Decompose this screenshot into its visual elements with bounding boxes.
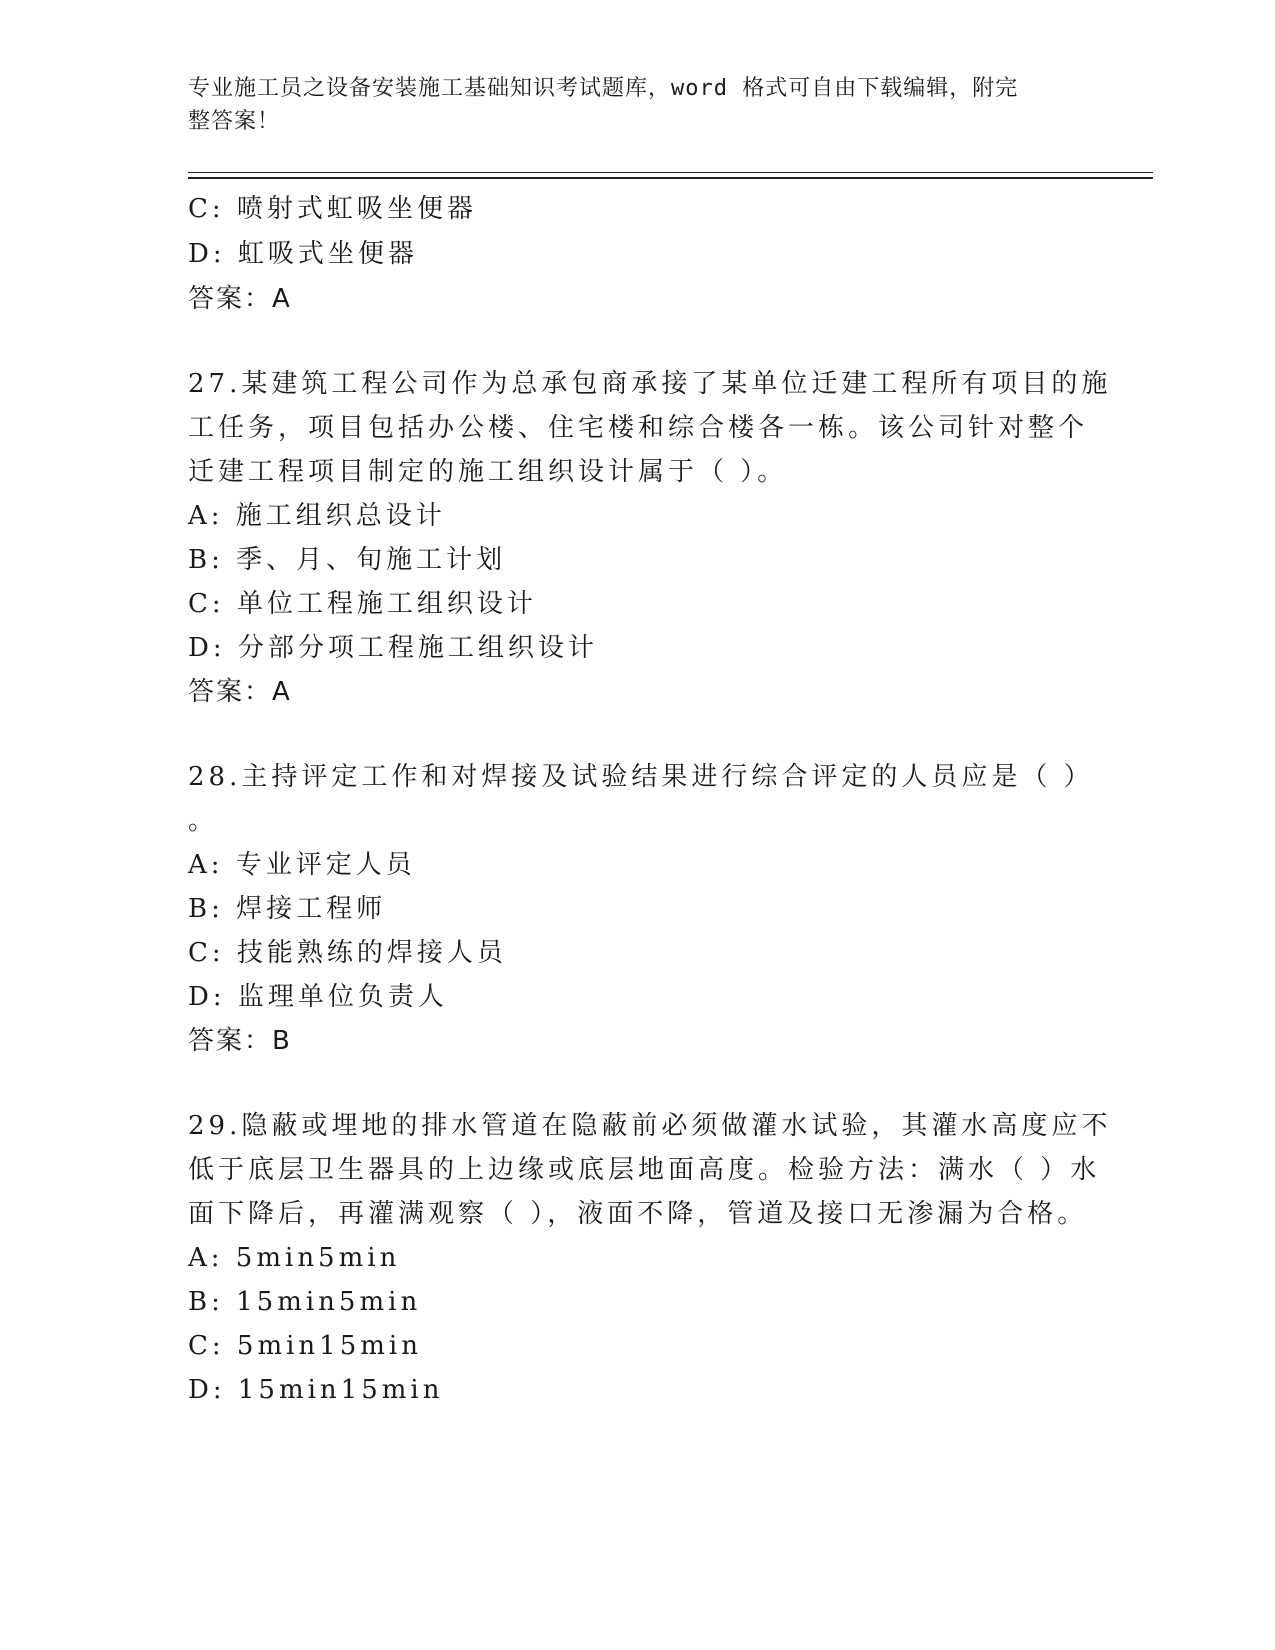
- document-header: [188, 72, 1068, 138]
- q28-option-a: A: 专业评定人员: [188, 850, 416, 880]
- q27-stem-line-3: 迁建工程项目制定的施工组织设计属于（ ）。: [188, 457, 788, 487]
- header-rule-thin: [188, 172, 1153, 173]
- q29-option-a: A: 5min5min: [188, 1243, 401, 1273]
- q26-answer: 答案：A: [188, 284, 292, 314]
- header-rule-thick: [188, 177, 1153, 179]
- q27-option-a: A: 施工组织总设计: [188, 501, 446, 531]
- q28-stem-line-2: 。: [188, 806, 219, 836]
- q29-stem-line-2: 低于底层卫生器具的上边缘或底层地面高度。检验方法：满水（ ）水: [188, 1155, 1101, 1185]
- q27-stem-line-1: 27.某建筑工程公司作为总承包商承接了某单位迁建工程所有项目的施: [188, 369, 1112, 399]
- q29-option-c: C: 5min15min: [188, 1331, 422, 1361]
- q27-option-d: D: 分部分项工程施工组织设计: [188, 633, 598, 663]
- q29-option-b: B: 15min5min: [188, 1287, 422, 1317]
- header-line-2: 整答案！: [188, 109, 281, 134]
- q28-option-b: B: 焊接工程师: [188, 894, 387, 924]
- q29-stem-line-1: 29.隐蔽或埋地的排水管道在隐蔽前必须做灌水试验，其灌水高度应不: [188, 1111, 1112, 1141]
- q26-option-c: C: 喷射式虹吸坐便器: [188, 194, 477, 224]
- header-line-1: 专业施工员之设备安装施工基础知识考试题库，word 格式可自由下载编辑，附完: [188, 76, 1019, 101]
- q27-option-b: B: 季、月、旬施工计划: [188, 545, 507, 575]
- q29-stem-line-3: 面下降后，再灌满观察（ ），液面不降，管道及接口无渗漏为合格。: [188, 1199, 1088, 1229]
- q28-option-d: D: 监理单位负责人: [188, 982, 448, 1012]
- q27-stem-line-2: 工任务，项目包括办公楼、住宅楼和综合楼各一栋。该公司针对整个: [188, 413, 1089, 443]
- q27-option-c: C: 单位工程施工组织设计: [188, 589, 537, 619]
- q26-option-d: D: 虹吸式坐便器: [188, 239, 418, 269]
- q29-option-d: D: 15min15min: [188, 1375, 444, 1405]
- q28-option-c: C: 技能熟练的焊接人员: [188, 938, 507, 968]
- q28-answer: 答案：B: [188, 1026, 292, 1056]
- q28-stem-line-1: 28.主持评定工作和对焊接及试验结果进行综合评定的人员应是（ ）: [188, 762, 1094, 792]
- q27-answer: 答案：A: [188, 677, 292, 707]
